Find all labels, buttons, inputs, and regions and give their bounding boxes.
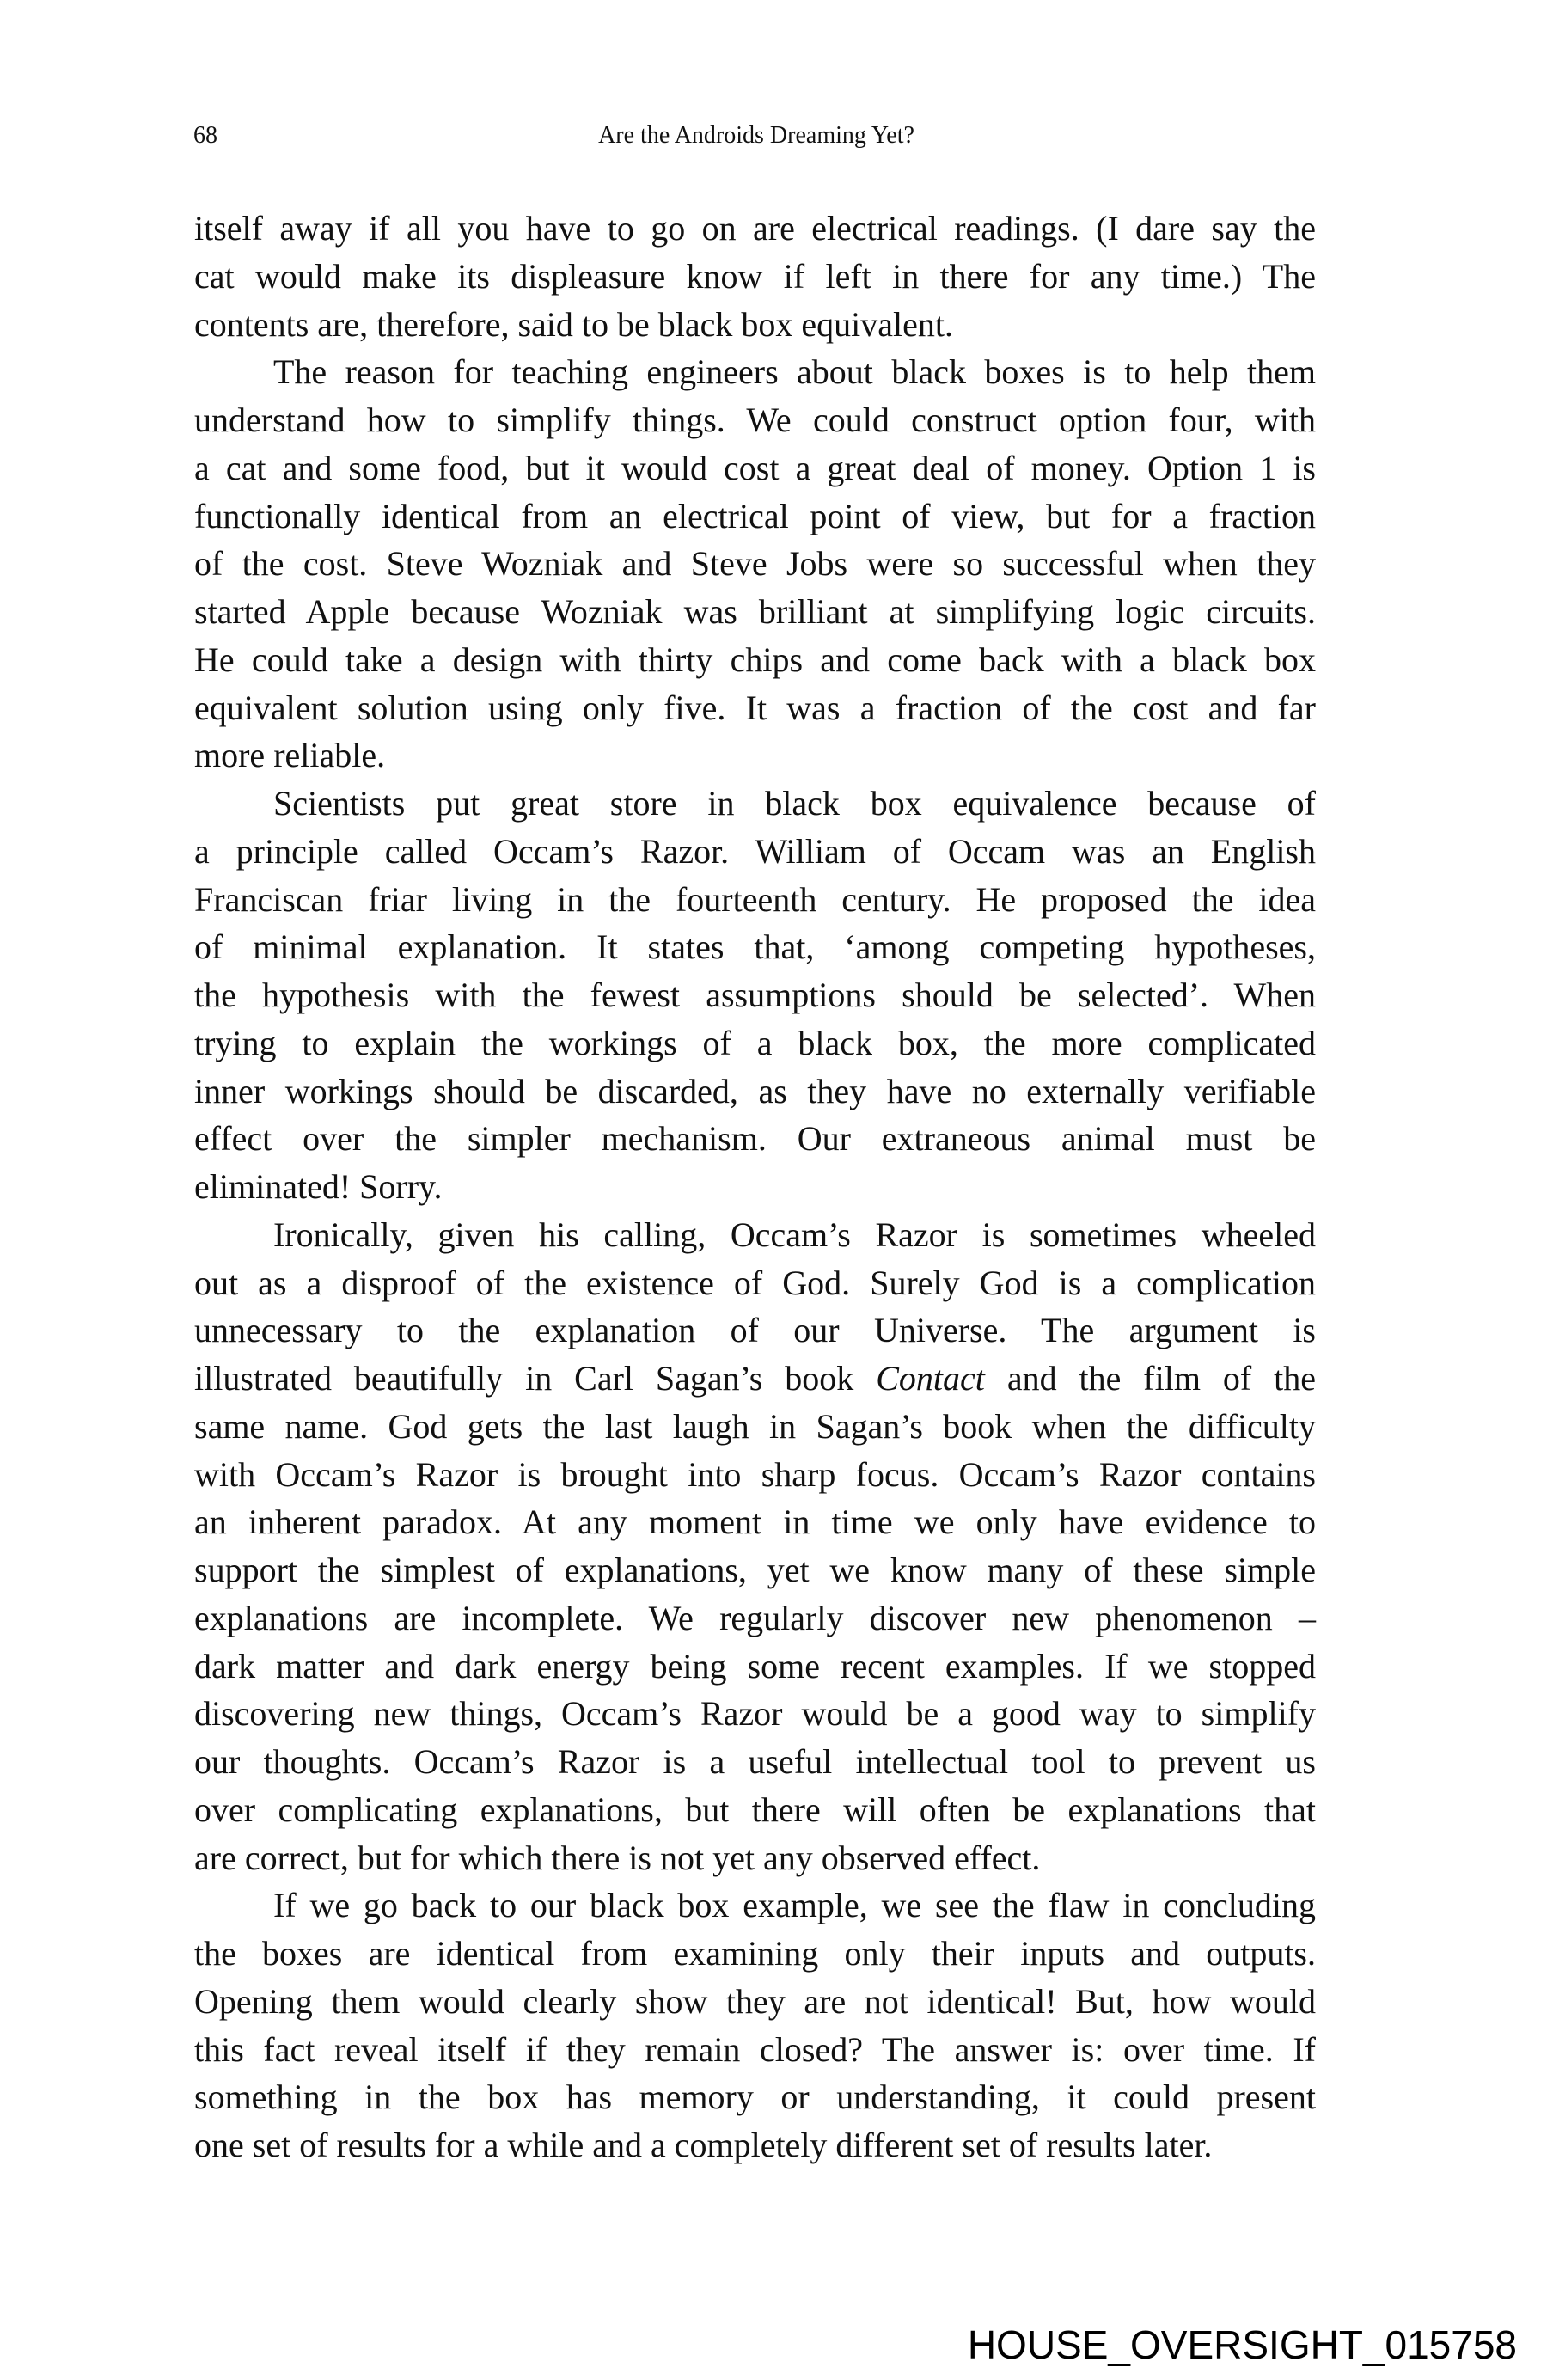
running-title: Are the Androids Dreaming Yet?	[598, 122, 914, 149]
text-line: with Occam’s Razor is brought into sharp focus. Occam’s Razor contains	[194, 1454, 1316, 1494]
paragraph	[194, 205, 1316, 348]
text-line: are correct, but for which there is not yet any observed effect.	[194, 1838, 1041, 1877]
text-line: discovering new things, Occam’s Razor would be a good way to simplify	[194, 1694, 1316, 1734]
text-line: the hypothesis with the fewest assumptions should be selected’. When	[194, 976, 1316, 1014]
text-line: one set of results for a while and a completely different set of results later.	[194, 2126, 1213, 2164]
text-line: The reason for teaching engineers about black boxes is to help them	[273, 352, 1316, 392]
paragraph	[194, 1881, 1316, 2169]
text-line: Franciscan friar living in the fourteenth century. He proposed the idea	[194, 879, 1316, 919]
text-line: of the cost. Steve Wozniak and Steve Jobs were so successful when they	[194, 544, 1316, 584]
text-line: of minimal explanation. It states that, ‘among competing hypotheses,	[194, 927, 1316, 967]
text-line: Ironically, given his calling, Occam’s Razor is sometimes wheeled	[273, 1214, 1316, 1254]
text-line: a principle called Occam’s Razor. William of Occam was an English	[194, 831, 1316, 871]
text-line: this fact reveal itself if they remain closed? The answer is: over time. If	[194, 2029, 1316, 2069]
text-line: our thoughts. Occam’s Razor is a useful intellectual tool to prevent us	[194, 1742, 1316, 1781]
text-line: trying to explain the workings of a black box, the more complicated	[194, 1023, 1316, 1062]
paragraph	[194, 780, 1316, 1211]
text-line: itself away if all you have to go on are electrical readings. (I dare say the	[194, 209, 1316, 248]
text-line: something in the box has memory or understanding, it could present	[194, 2077, 1316, 2117]
text-line: functionally identical from an electrical point of view, but for a fraction	[194, 496, 1316, 535]
text-line: out as a disproof of the existence of God. Surely God is a complication	[194, 1263, 1316, 1302]
text-line: equivalent solution using only five. It was a fraction of the cost and far	[194, 688, 1316, 727]
text-line: explanations are incomplete. We regularly discover new phenomenon –	[194, 1598, 1316, 1637]
text-line: more reliable.	[194, 736, 386, 775]
text-line: Scientists put great store in black box equivalence because of	[273, 784, 1316, 823]
text-line: unnecessary to the explanation of our Universe. The argument is	[194, 1311, 1316, 1350]
text-line: He could take a design with thirty chips and come back with a black box	[194, 639, 1316, 679]
text-run: illustrated beautifully in Carl Sagan’s book	[194, 1359, 877, 1398]
text-line: dark matter and dark energy being some recent examples. If we stopped	[194, 1646, 1316, 1686]
text-line: the boxes are identical from examining only their inputs and outputs.	[194, 1934, 1316, 1973]
text-line: cat would make its displeasure know if left in there for any time.) The	[194, 256, 1316, 296]
text-line: a cat and some food, but it would cost a great deal of money. Option 1 is	[194, 448, 1316, 487]
text-line: same name. God gets the last laugh in Sagan’s book when the difficulty	[194, 1406, 1316, 1446]
text-line: effect over the simpler mechanism. Our extraneous animal must be	[194, 1119, 1316, 1159]
text-line: eliminated! Sorry.	[194, 1167, 443, 1206]
text-line: started Apple because Wozniak was brilliant at simplifying logic circuits.	[194, 592, 1316, 631]
text-line: over complicating explanations, but there will often be explanations that	[194, 1790, 1316, 1829]
text-line	[194, 1355, 1316, 1403]
text-line: inner workings should be discarded, as they have no externally verifiable	[194, 1071, 1316, 1110]
text-run: and the film of the	[984, 1359, 1317, 1398]
text-line: understand how to simplify things. We could construct option four, with	[194, 401, 1316, 439]
text-line: contents are, therefore, said to be black box equivalent.	[194, 304, 953, 344]
text-line: support the simplest of explanations, yet we know many of these simple	[194, 1551, 1316, 1589]
page-number: 68	[193, 122, 217, 149]
document-id-stamp: HOUSE_OVERSIGHT_015758	[967, 2322, 1517, 2367]
text-line: If we go back to our black box example, we see the flaw in concluding	[273, 1886, 1316, 1925]
body-text	[194, 205, 1316, 2169]
book-title-italic: Contact	[876, 1359, 985, 1398]
text-line: an inherent paradox. At any moment in time we only have evidence to	[194, 1502, 1316, 1542]
text-line: Opening them would clearly show they are not identical! But, how would	[194, 1981, 1316, 2021]
paragraph	[194, 348, 1316, 780]
paragraph	[194, 1211, 1316, 1882]
